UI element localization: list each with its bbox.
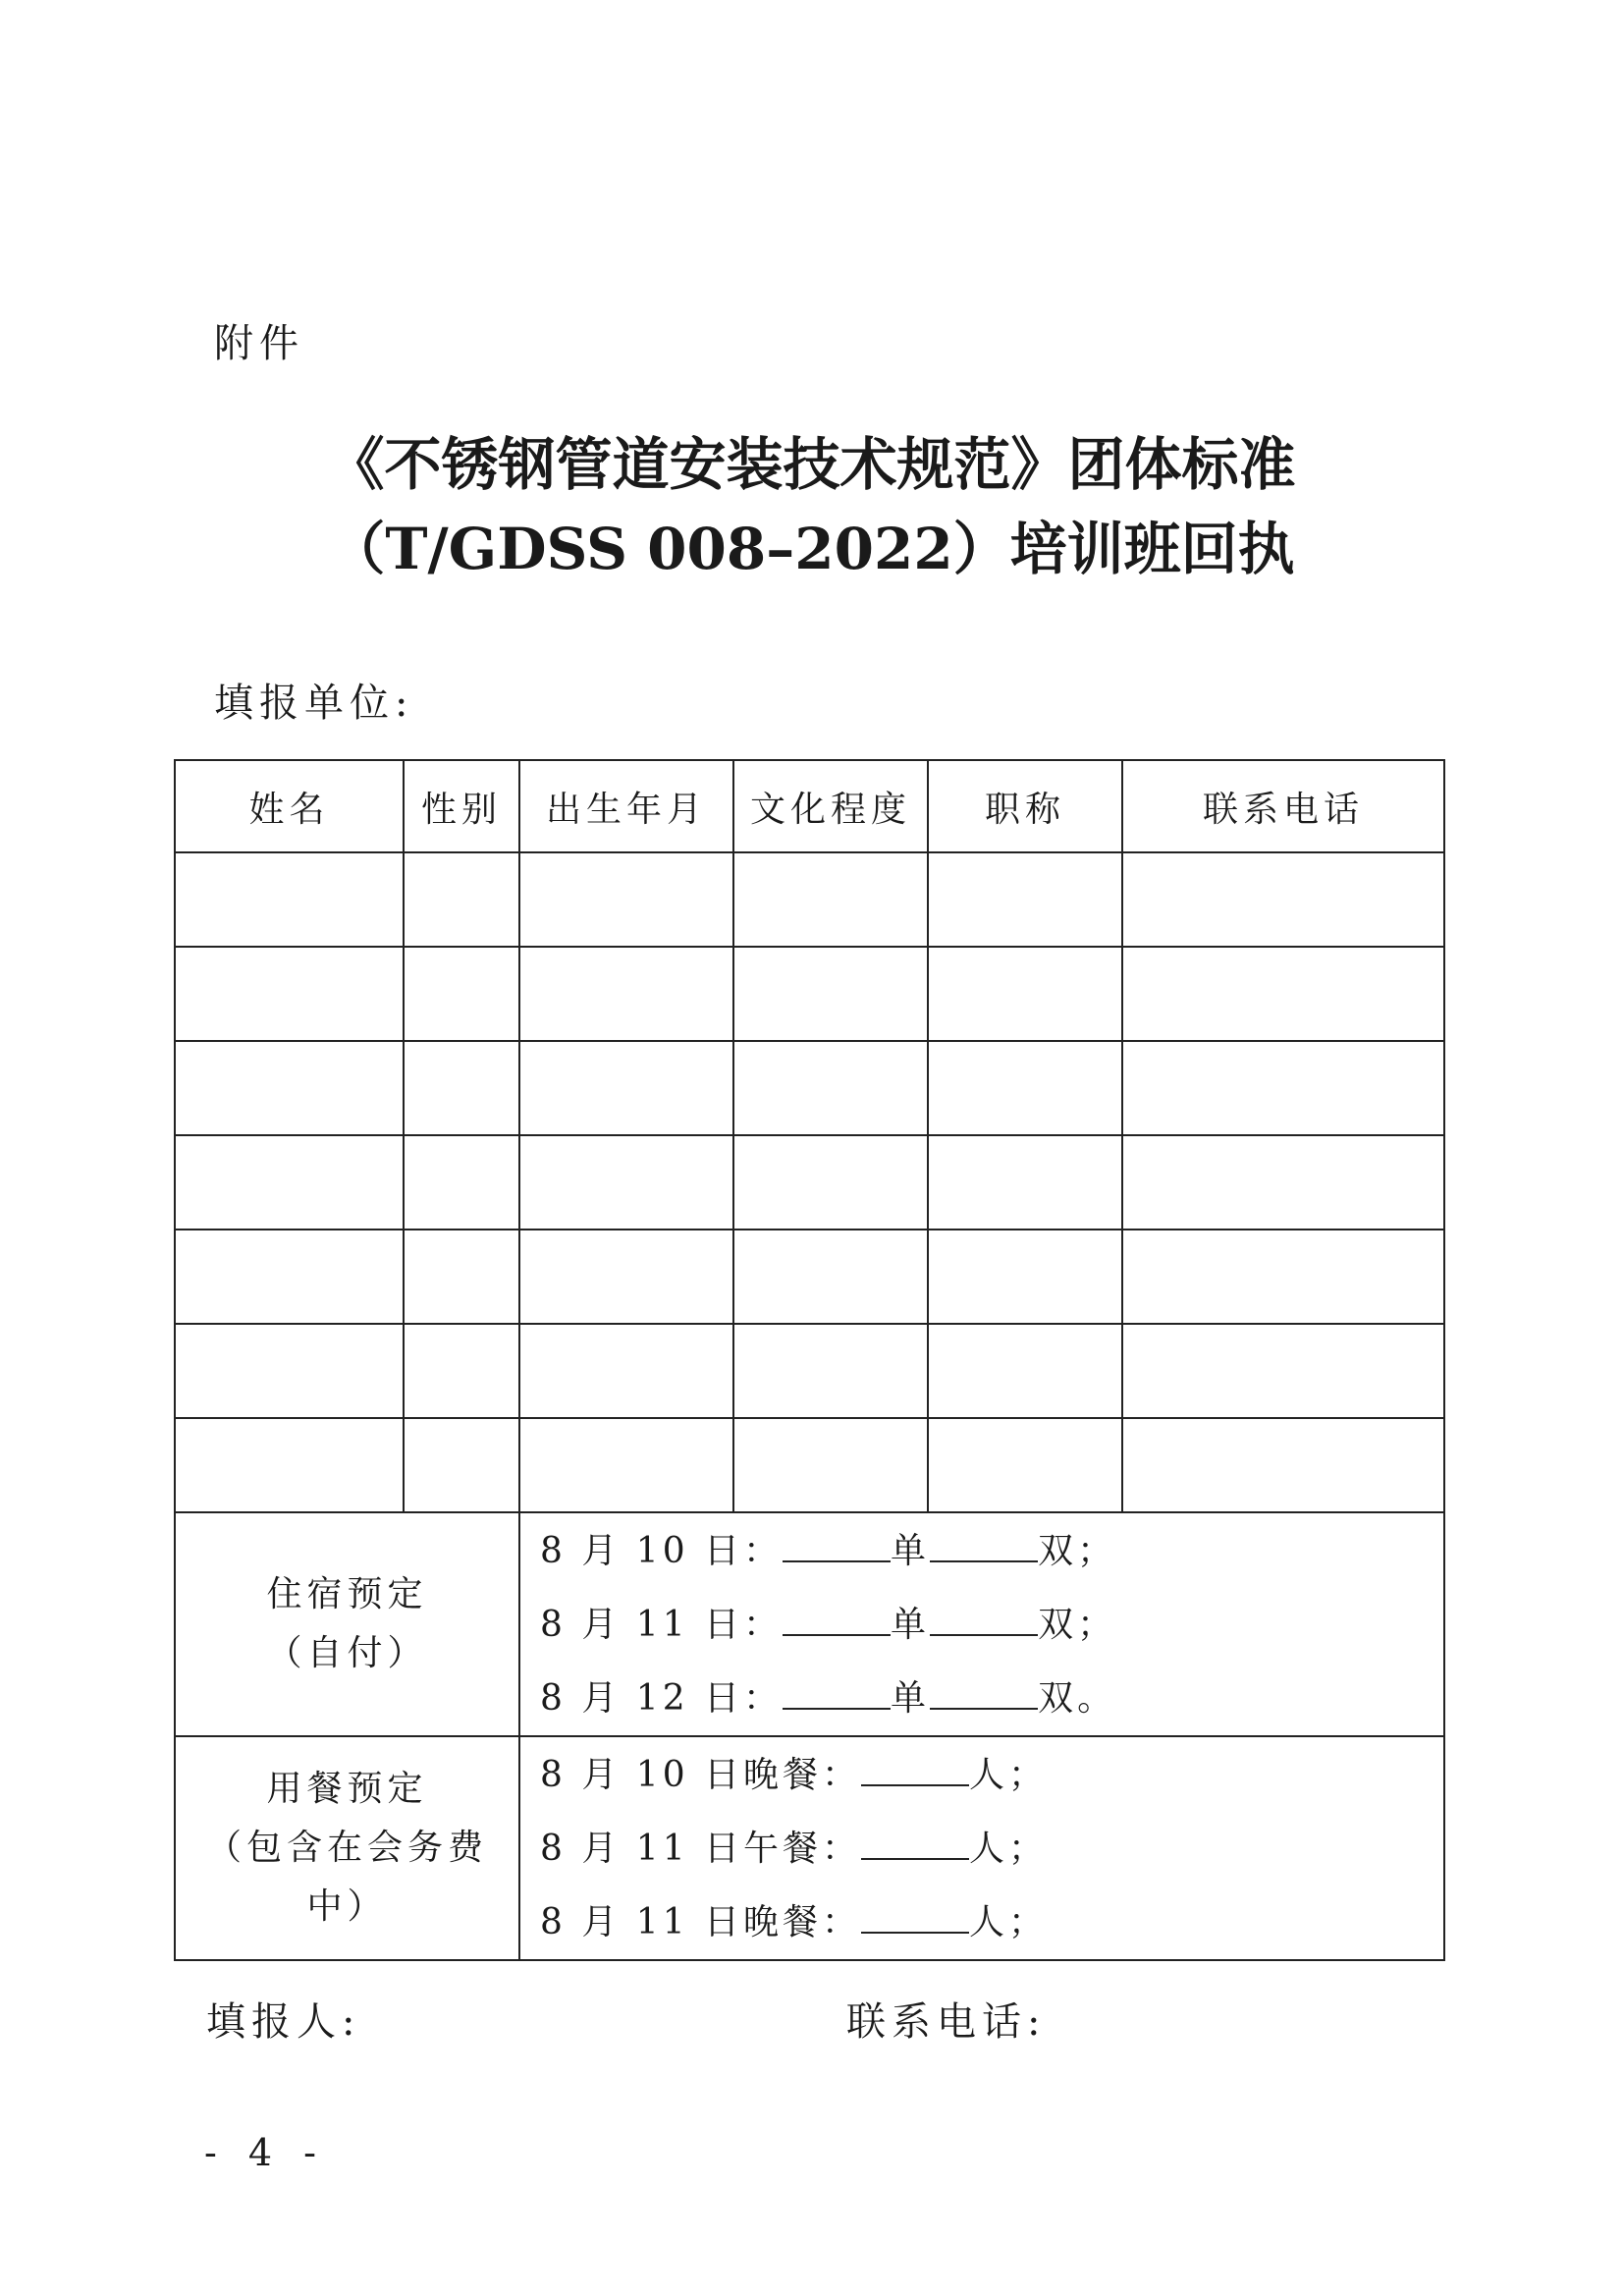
cell-education[interactable] xyxy=(733,1418,928,1512)
meal-label xyxy=(175,1736,519,1960)
double-room-label: 双。 xyxy=(1038,1677,1117,1719)
header-phone: 联系电话 xyxy=(1122,760,1444,852)
lodging-line xyxy=(540,1514,1443,1588)
cell-birth[interactable] xyxy=(519,1135,733,1230)
meal-line xyxy=(540,1886,1443,1959)
cell-title[interactable] xyxy=(928,1230,1122,1324)
headcount-unit: 人； xyxy=(969,1754,1049,1795)
cell-gender[interactable] xyxy=(404,947,519,1041)
single-room-count-field[interactable] xyxy=(783,1601,891,1636)
cell-phone[interactable] xyxy=(1122,1324,1444,1418)
cell-birth[interactable] xyxy=(519,947,733,1041)
cell-phone[interactable] xyxy=(1122,1418,1444,1512)
table-row xyxy=(175,852,1444,947)
double-room-label: 双； xyxy=(1038,1530,1117,1571)
single-room-label: 单 xyxy=(891,1530,931,1571)
cell-birth[interactable] xyxy=(519,1230,733,1324)
double-room-label: 双； xyxy=(1038,1604,1117,1645)
meal-date: 8 月 11 日午餐： xyxy=(540,1828,862,1869)
lodging-label xyxy=(175,1512,519,1736)
table-row xyxy=(175,1324,1444,1418)
cell-education[interactable] xyxy=(733,852,928,947)
headcount-unit: 人； xyxy=(969,1901,1049,1942)
cell-name[interactable] xyxy=(175,947,404,1041)
cell-phone[interactable] xyxy=(1122,1230,1444,1324)
cell-birth[interactable] xyxy=(519,1041,733,1135)
headcount-unit: 人； xyxy=(969,1828,1049,1869)
filler-label: 填报人: xyxy=(206,1999,361,2045)
cell-name[interactable] xyxy=(175,1324,404,1418)
cell-gender[interactable] xyxy=(404,1041,519,1135)
meal-lines xyxy=(519,1736,1444,1960)
cell-title[interactable] xyxy=(928,1418,1122,1512)
lodging-date: 8 月 11 日： xyxy=(540,1604,784,1645)
cell-gender[interactable] xyxy=(404,1418,519,1512)
cell-education[interactable] xyxy=(733,1324,928,1418)
cell-education[interactable] xyxy=(733,1041,928,1135)
meal-label-line-1: 用餐预定 xyxy=(266,1769,428,1809)
cell-education[interactable] xyxy=(733,1135,928,1230)
lodging-date: 8 月 12 日： xyxy=(540,1677,784,1719)
cell-name[interactable] xyxy=(175,852,404,947)
header-birth: 出生年月 xyxy=(519,760,733,852)
lodging-label-line-1: 住宿预定 xyxy=(266,1574,428,1614)
table-row xyxy=(175,1418,1444,1512)
meal-headcount-field[interactable] xyxy=(861,1751,969,1786)
cell-name[interactable] xyxy=(175,1135,404,1230)
single-room-count-field[interactable] xyxy=(783,1527,891,1562)
cell-gender[interactable] xyxy=(404,1135,519,1230)
lodging-line xyxy=(540,1588,1443,1662)
cell-title[interactable] xyxy=(928,1041,1122,1135)
lodging-booking-row xyxy=(175,1512,1444,1736)
single-room-label: 单 xyxy=(891,1604,931,1645)
meal-booking-row xyxy=(175,1736,1444,1960)
lodging-line xyxy=(540,1662,1443,1735)
lodging-date: 8 月 10 日： xyxy=(540,1530,784,1571)
meal-line xyxy=(540,1812,1443,1886)
cell-phone[interactable] xyxy=(1122,852,1444,947)
cell-title[interactable] xyxy=(928,852,1122,947)
cell-gender[interactable] xyxy=(404,852,519,947)
cell-title[interactable] xyxy=(928,1324,1122,1418)
double-room-count-field[interactable] xyxy=(930,1601,1038,1636)
cell-name[interactable] xyxy=(175,1041,404,1135)
meal-label-line-2: （包含在会务费中） xyxy=(205,1828,488,1927)
meal-headcount-field[interactable] xyxy=(861,1825,969,1860)
cell-phone[interactable] xyxy=(1122,947,1444,1041)
meal-headcount-field[interactable] xyxy=(861,1898,969,1934)
table-row xyxy=(175,947,1444,1041)
single-room-count-field[interactable] xyxy=(783,1674,891,1710)
document-title-line-1: 《不锈钢管道安装技术规范》团体标准 xyxy=(327,431,1296,498)
registration-form-table xyxy=(174,759,1445,1961)
table-row xyxy=(175,1230,1444,1324)
reporting-unit-label: 填报单位: xyxy=(214,681,414,726)
cell-education[interactable] xyxy=(733,1230,928,1324)
meal-date: 8 月 10 日晚餐： xyxy=(540,1754,862,1795)
table-row xyxy=(175,1135,1444,1230)
cell-phone[interactable] xyxy=(1122,1135,1444,1230)
single-room-label: 单 xyxy=(891,1677,931,1719)
cell-phone[interactable] xyxy=(1122,1041,1444,1135)
attachment-label: 附件 xyxy=(214,321,304,366)
lodging-lines xyxy=(519,1512,1444,1736)
cell-name[interactable] xyxy=(175,1418,404,1512)
page-number: - 4 - xyxy=(204,2131,327,2174)
table-header-row xyxy=(175,760,1444,852)
header-gender: 性别 xyxy=(404,760,519,852)
cell-gender[interactable] xyxy=(404,1324,519,1418)
double-room-count-field[interactable] xyxy=(930,1527,1038,1562)
table-row xyxy=(175,1041,1444,1135)
header-education: 文化程度 xyxy=(733,760,928,852)
cell-gender[interactable] xyxy=(404,1230,519,1324)
meal-line xyxy=(540,1738,1443,1812)
document-title-line-2: （T/GDSS 008–2022）培训班回执 xyxy=(328,516,1295,582)
cell-birth[interactable] xyxy=(519,1418,733,1512)
cell-birth[interactable] xyxy=(519,1324,733,1418)
cell-title[interactable] xyxy=(928,1135,1122,1230)
meal-date: 8 月 11 日晚餐： xyxy=(540,1901,862,1942)
cell-name[interactable] xyxy=(175,1230,404,1324)
header-title: 职称 xyxy=(928,760,1122,852)
contact-phone-label: 联系电话: xyxy=(846,1999,1047,2045)
double-room-count-field[interactable] xyxy=(930,1674,1038,1710)
cell-birth[interactable] xyxy=(519,852,733,947)
cell-education[interactable] xyxy=(733,947,928,1041)
cell-title[interactable] xyxy=(928,947,1122,1041)
lodging-label-line-2: （自付） xyxy=(266,1633,428,1673)
header-name: 姓名 xyxy=(175,760,404,852)
